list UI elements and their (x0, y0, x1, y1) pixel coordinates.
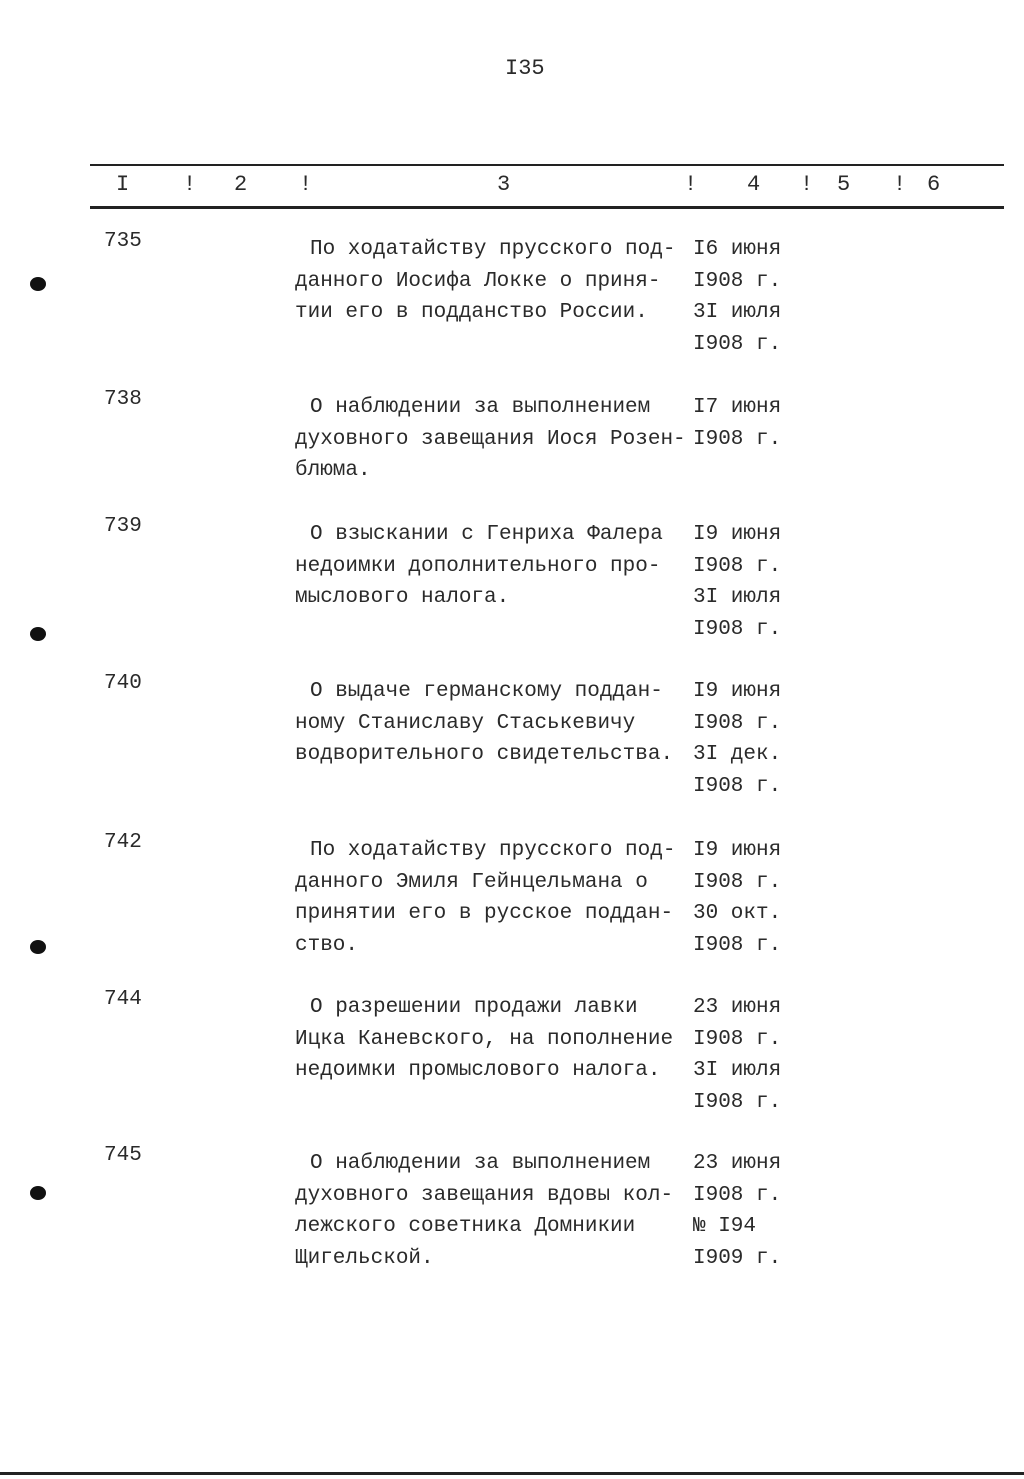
entry-dates (693, 392, 781, 455)
header-top-rule (90, 164, 1004, 166)
header-bottom-rule (90, 206, 1004, 209)
date-line: I9 июня (693, 523, 782, 546)
entry-number: 744 (104, 988, 142, 1011)
entry-dates (693, 234, 781, 360)
date-line: I908 г. (693, 332, 782, 356)
description-line: тии его в подданство России. (295, 301, 648, 324)
entry-number: 739 (104, 515, 142, 538)
description-line: О выдаче германскому поддан- (310, 680, 663, 703)
page-number: I35 (505, 56, 545, 81)
date-line: I908 г. (693, 554, 782, 578)
description-line: Щигельской. (295, 1246, 434, 1270)
entry-dates (693, 1148, 781, 1274)
description-line: О наблюдении за выполнением (310, 396, 651, 419)
header-col-6: 6 (927, 172, 941, 197)
description-line: По ходатайству прусского под- (310, 839, 676, 862)
date-line: I9 июня (693, 839, 782, 862)
entry-dates (693, 992, 781, 1118)
date-line: 3I июля (693, 586, 782, 609)
date-line: I908 г. (693, 1090, 782, 1114)
description-line: данного Эмиля Гейнцельмана о (295, 870, 648, 894)
entry-number: 735 (104, 230, 142, 253)
date-line: I908 г. (693, 711, 782, 735)
entry-dates (693, 835, 781, 961)
date-line: I908 г. (693, 617, 782, 641)
date-line: I908 г. (693, 870, 782, 894)
description-line: О взыскании с Генриха Фалера (310, 523, 663, 546)
entry-description (295, 676, 673, 771)
description-line: духовного завещания Иося Розен- (295, 427, 686, 451)
entry-dates (693, 519, 781, 645)
description-line: ному Станиславу Стаськевичу (295, 711, 636, 735)
date-line: I6 июня (693, 238, 782, 261)
entry-number: 742 (104, 831, 142, 854)
date-line: I908 г. (693, 774, 782, 798)
date-line: 3I июля (693, 301, 782, 324)
entry-description (295, 392, 686, 487)
entry-description (295, 519, 663, 614)
date-line: I908 г. (693, 269, 782, 293)
entry-description (295, 234, 675, 329)
page-bottom-edge (0, 1472, 1024, 1475)
header-separator: ! (893, 172, 907, 197)
table-row (0, 831, 1024, 965)
punch-hole-mark (30, 940, 46, 954)
header-col-3: 3 (497, 172, 511, 197)
entry-description (295, 835, 675, 961)
header-separator: ! (183, 172, 197, 197)
entry-dates (693, 676, 781, 802)
date-line: I7 июня (693, 396, 782, 419)
date-line: I908 г. (693, 933, 782, 957)
header-separator: ! (800, 172, 814, 197)
header-separator: ! (299, 172, 313, 197)
date-line: I908 г. (693, 427, 782, 451)
table-row (0, 1144, 1024, 1278)
description-line: недоимки промыслового налога. (295, 1059, 661, 1082)
description-line: Ицка Каневского, на пополнение (295, 1027, 674, 1051)
table-row (0, 515, 1024, 649)
description-line: ство. (295, 933, 359, 957)
entry-description (295, 1148, 673, 1274)
description-line: водворительного свидетельства. (295, 743, 674, 766)
description-line: О разрешении продажи лавки (310, 996, 638, 1019)
description-line: лежского советника Домникии (295, 1215, 636, 1238)
table-row (0, 672, 1024, 806)
date-line: 23 июня (693, 1152, 782, 1175)
entry-description (295, 992, 673, 1087)
description-line: О наблюдении за выполнением (310, 1152, 651, 1175)
description-line: принятии его в русское поддан- (295, 902, 674, 925)
table-row (0, 388, 1024, 522)
punch-hole-mark (30, 277, 46, 291)
header-separator: ! (684, 172, 698, 197)
header-col-2: 2 (234, 172, 248, 197)
punch-hole-mark (30, 627, 46, 641)
description-line: По ходатайству прусского под- (310, 238, 676, 261)
date-line: I9 июня (693, 680, 782, 703)
description-line: мыслового налога. (295, 586, 510, 609)
header-col-1: I (116, 172, 130, 197)
description-line: недоимки дополнительного про- (295, 554, 661, 578)
entry-number: 745 (104, 1144, 142, 1167)
entry-number: 740 (104, 672, 142, 695)
date-line: 3I дек. (693, 743, 782, 766)
description-line: данного Иосифа Локке о приня- (295, 269, 661, 293)
header-col-5: 5 (837, 172, 851, 197)
date-line: № I94 (693, 1215, 757, 1238)
date-line: 3I июля (693, 1059, 782, 1082)
description-line: блюма. (295, 459, 371, 482)
date-line: 30 окт. (693, 902, 782, 925)
punch-hole-mark (30, 1186, 46, 1200)
entry-number: 738 (104, 388, 142, 411)
table-row (0, 230, 1024, 364)
header-col-4: 4 (747, 172, 761, 197)
date-line: I909 г. (693, 1246, 782, 1270)
description-line: духовного завещания вдовы кол- (295, 1183, 674, 1207)
date-line: I908 г. (693, 1027, 782, 1051)
date-line: I908 г. (693, 1183, 782, 1207)
date-line: 23 июня (693, 996, 782, 1019)
table-row (0, 988, 1024, 1122)
